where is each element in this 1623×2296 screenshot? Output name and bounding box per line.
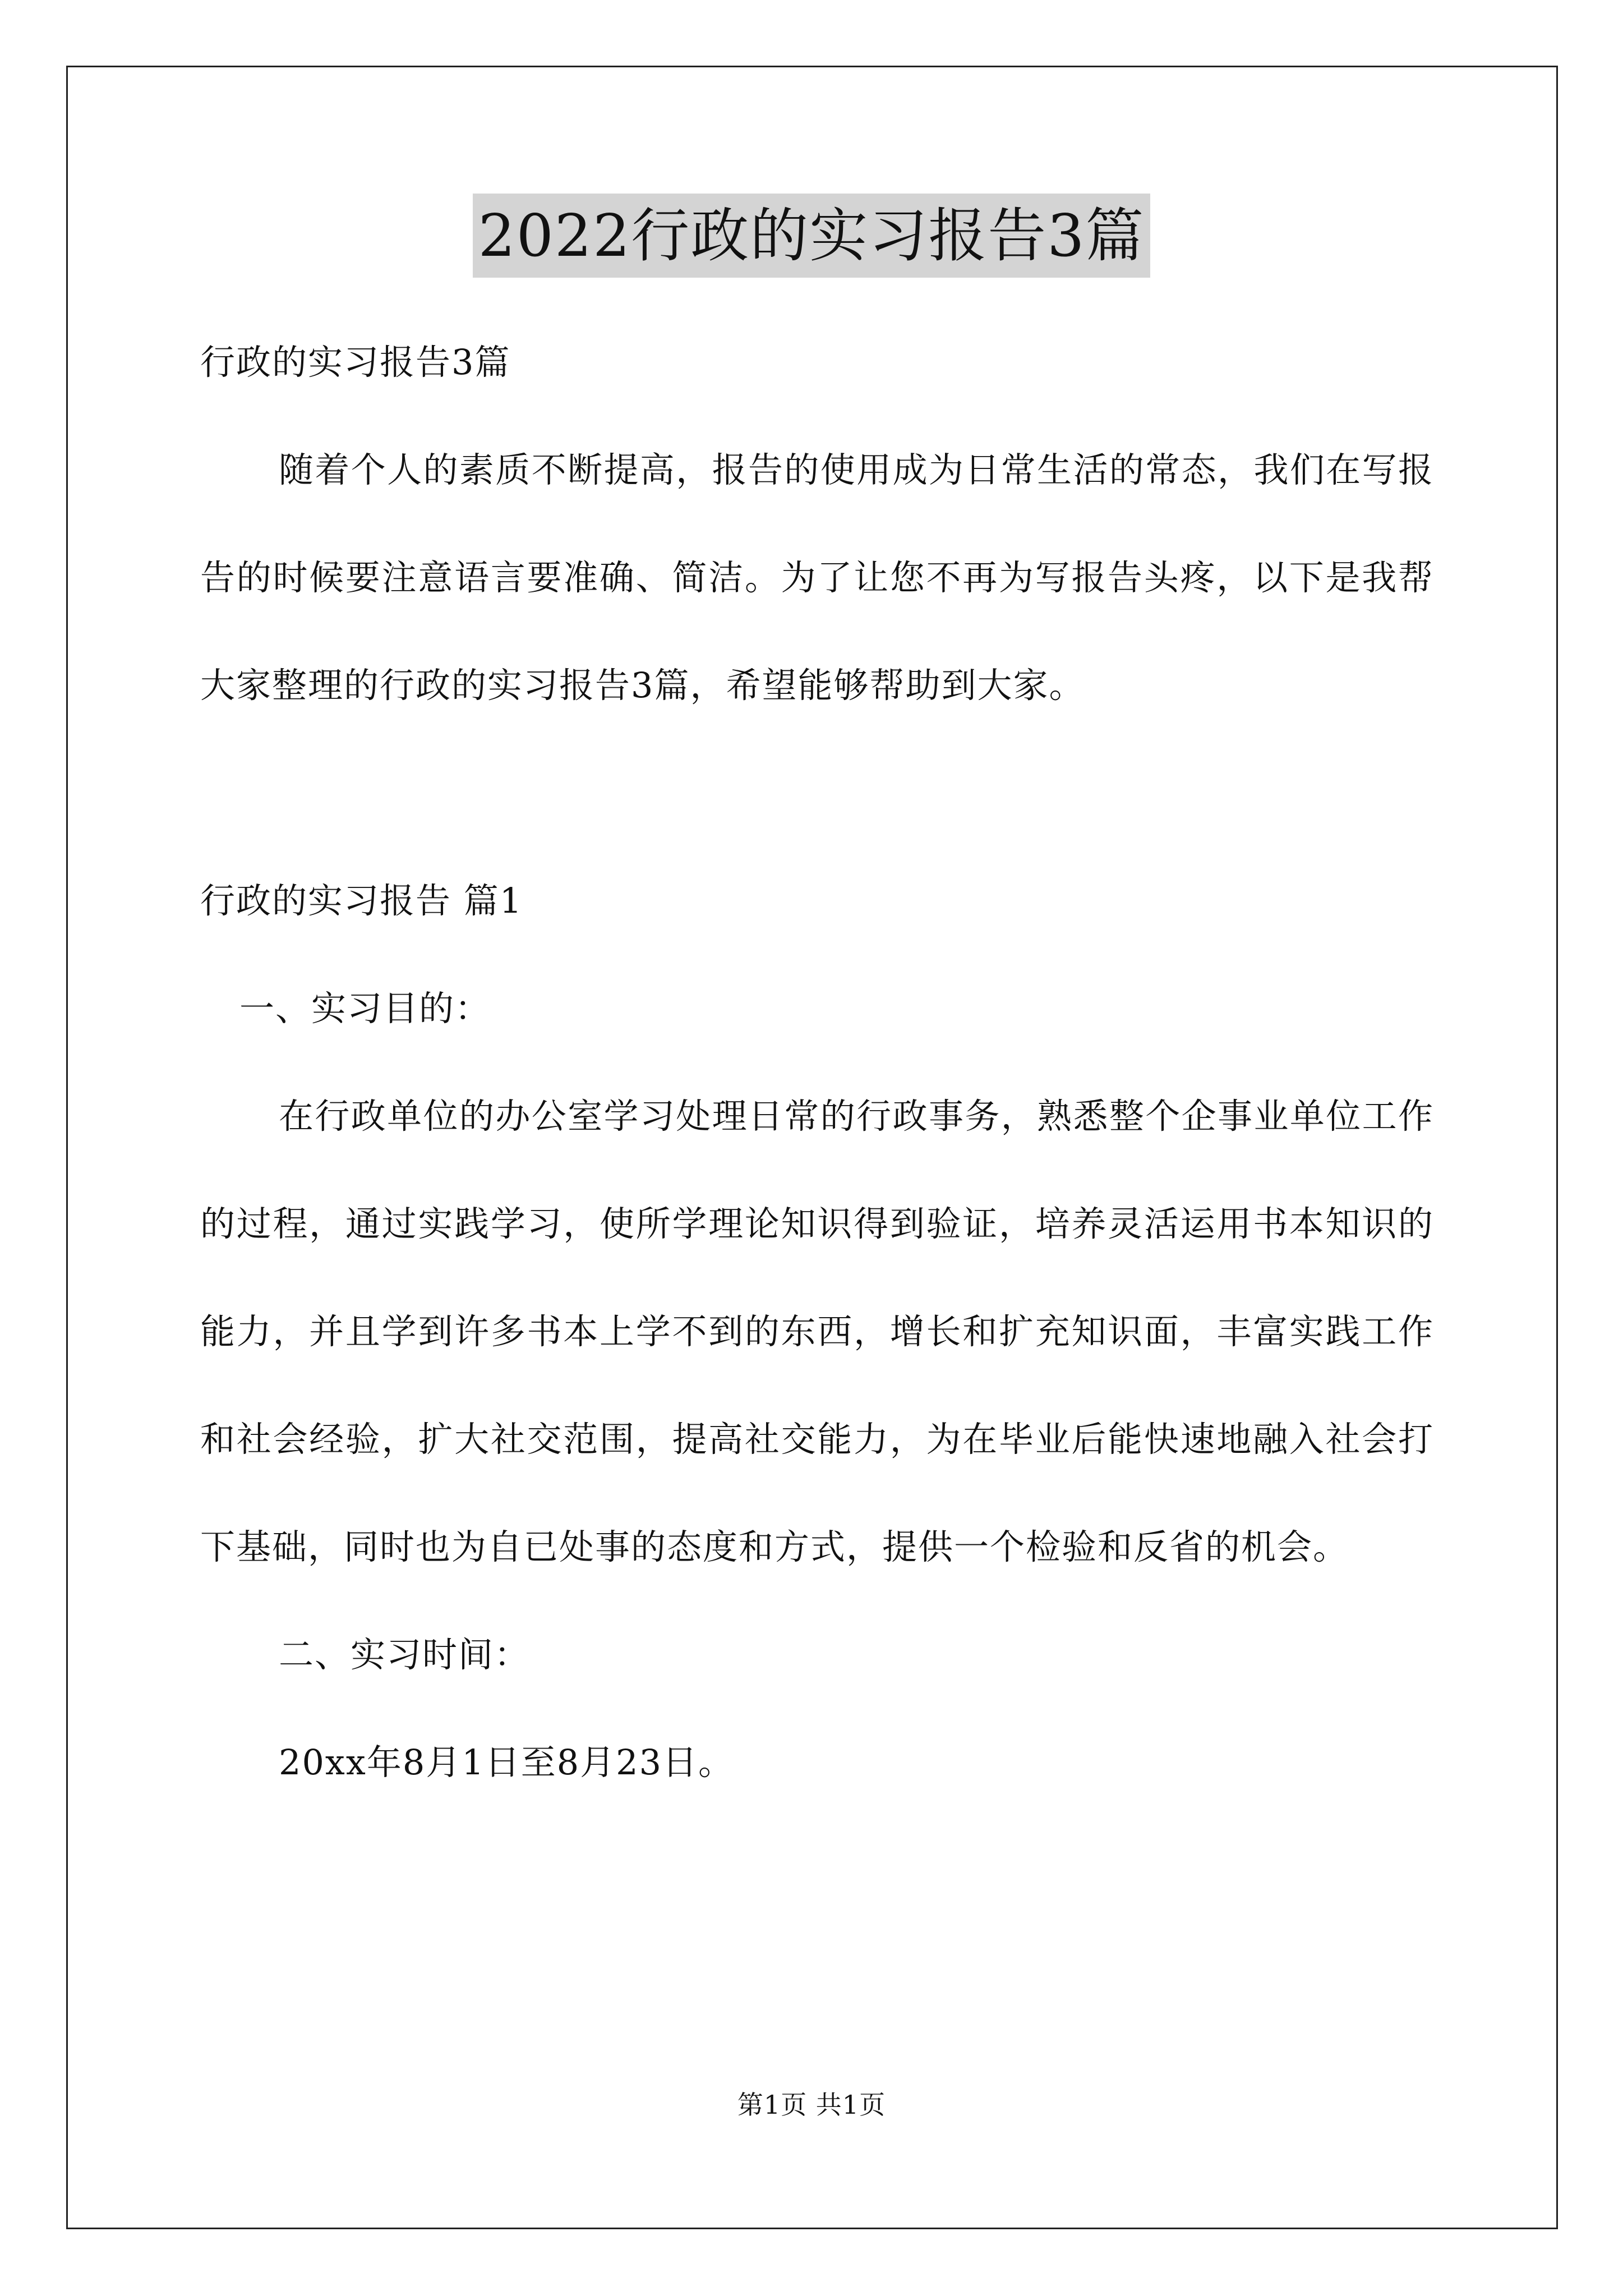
intro-paragraph: 随着个人的素质不断提高，报告的使用成为日常生活的常态，我们在写报告的时候要注意语言要准确、简洁。为了让您不再为写报告头疼，以下是我帮大家整理的行政的实习报告3篇，希望能够帮助到大家。	[200, 449, 1434, 706]
purpose-paragraph: 在行政单位的办公室学习处理日常的行政事务，熟悉整个企事业单位工作的过程，通过实践学习，使所学理论知识得到验证，培养灵活运用书本知识的能力，并且学到许多书本上学不到的东西，增长和扩充知识面，丰富实践工作和社会经验，扩大社交范围，提高社交能力，为在毕业后能快速地融入社会打下基础，同时也为自已处事的态度和方式，提供一个检验和反省的机会。	[200, 1096, 1434, 1567]
time-paragraph: 20xx年8月1日至8月23日。	[279, 1742, 735, 1783]
document-title: 2022行政的实习报告3篇	[473, 194, 1151, 278]
page-footer: 第1页 共1页	[737, 2090, 886, 2120]
section-heading: 行政的实习报告 篇1	[200, 880, 523, 921]
title-container	[0, 194, 1623, 278]
document-body	[200, 309, 1434, 1816]
purpose-heading: 一、实习目的：	[239, 988, 491, 1029]
section-spacer	[200, 739, 1434, 847]
document-subtitle: 行政的实习报告3篇	[200, 342, 511, 383]
time-heading: 二、实习时间：	[279, 1634, 531, 1675]
